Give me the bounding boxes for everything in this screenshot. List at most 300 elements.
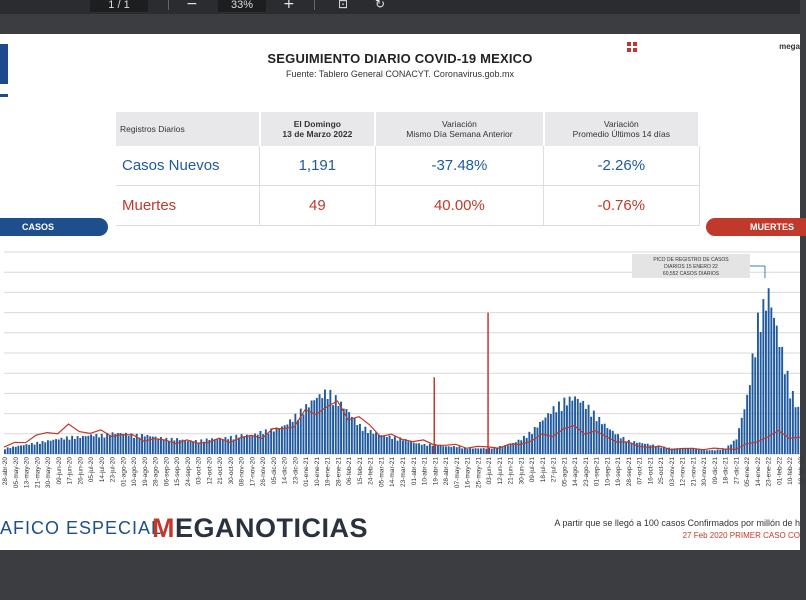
casos-bar: [273, 432, 275, 455]
casos-bar: [39, 444, 41, 454]
x-tick-label: 09-jun-20: [55, 457, 63, 485]
x-tick-label: 10-ene-21: [313, 457, 321, 487]
casos-bar: [733, 441, 735, 454]
casos-bar: [243, 436, 245, 454]
casos-bar: [66, 436, 68, 454]
casos-bar: [36, 442, 38, 454]
casos-bar: [130, 433, 132, 454]
casos-bar: [20, 446, 22, 455]
casos-bar: [467, 449, 469, 454]
x-tick-label: 19-sep-21: [615, 457, 623, 487]
casos-bar: [528, 432, 530, 454]
casos-bar: [701, 450, 703, 454]
x-tick-label: 01-sep-21: [593, 457, 601, 487]
casos-bar: [510, 445, 512, 455]
casos-bar: [26, 444, 28, 454]
casos-bar: [157, 438, 159, 454]
casos-bar: [703, 450, 705, 454]
x-tick-label: 15-feb-21: [357, 457, 364, 485]
casos-bar: [781, 347, 783, 454]
casos-bar: [709, 450, 711, 454]
x-tick-label: 05-jul-20: [88, 457, 96, 483]
casos-bar: [305, 404, 307, 454]
casos-bar: [391, 439, 393, 454]
casos-bar: [128, 436, 130, 454]
x-tick-label: 27-jul-21: [550, 457, 558, 483]
x-tick-label: 08-nov-20: [238, 457, 246, 487]
casos-bar: [15, 447, 17, 454]
casos-bar: [246, 435, 248, 454]
casos-bar: [593, 411, 595, 454]
casos-bar: [284, 425, 286, 454]
casos-bar: [410, 442, 412, 455]
casos-bar: [311, 401, 313, 455]
casos-bar: [754, 357, 756, 454]
x-tick-label: 19-abr-21: [432, 457, 440, 486]
casos-bar: [526, 438, 528, 454]
casos-bar: [378, 435, 380, 455]
casos-bar: [797, 407, 799, 454]
x-tick-label: 30-nov-21: [701, 457, 709, 487]
casos-bar: [440, 445, 442, 454]
casos-bar: [332, 405, 334, 454]
x-tick-label: 01-ago-20: [120, 457, 128, 487]
casos-bar: [596, 421, 598, 454]
casos-bar: [547, 413, 549, 454]
casos-bar: [418, 443, 420, 454]
casos-bar: [265, 429, 267, 454]
x-tick-label: 05-may-20: [12, 457, 20, 489]
x-tick-label: 19-ago-20: [141, 457, 149, 487]
casos-bar: [114, 434, 116, 454]
x-tick-label: 10-ago-20: [131, 457, 139, 487]
casos-bar: [303, 414, 305, 454]
casos-bar: [122, 434, 124, 454]
casos-bar: [523, 436, 525, 454]
casos-bar: [585, 409, 587, 454]
casos-bar: [413, 443, 415, 454]
casos-bar: [308, 407, 310, 454]
casos-bar: [779, 347, 781, 454]
casos-bar: [725, 449, 727, 454]
casos-bar: [268, 434, 270, 454]
casos-bar: [389, 436, 391, 454]
casos-bar: [4, 449, 6, 454]
page-subtitle: Fuente: Tablero General CONACYT. Coronavirus.gob.mx: [286, 69, 514, 79]
x-tick-label: 21-nov-21: [690, 457, 698, 487]
casos-bar: [216, 439, 218, 454]
x-tick-label: 25-oct-21: [658, 457, 666, 485]
grid-icon: [627, 42, 637, 52]
casos-bar: [717, 450, 719, 455]
casos-bar: [222, 439, 224, 454]
casos-bar: [485, 449, 487, 454]
pdf-toolbar: [0, 0, 800, 14]
casos-bar: [117, 433, 119, 454]
x-tick-label: 05-ago-21: [561, 457, 569, 487]
casos-bar: [542, 420, 544, 454]
casos-bar: [61, 438, 63, 454]
casos-bar: [17, 446, 19, 454]
casos-bar: [139, 438, 141, 455]
casos-bar: [47, 440, 49, 454]
x-tick-label: 26-jun-20: [77, 457, 85, 485]
x-tick-label: 05-mar-21: [378, 457, 386, 487]
casos-bar: [225, 437, 227, 454]
casos-bar: [571, 401, 573, 454]
casos-bar: [55, 439, 57, 454]
zoom-out-button[interactable]: −: [186, 0, 198, 12]
casos-bar: [329, 390, 331, 454]
fit-page-icon[interactable]: ⊡: [338, 0, 349, 11]
brand-top: mega: [779, 42, 800, 51]
casos-bar: [95, 434, 97, 454]
casos-bar: [168, 441, 170, 454]
casos-bar: [176, 438, 178, 454]
casos-bar: [52, 440, 54, 454]
casos-bar: [206, 439, 208, 455]
x-tick-label: 23-jul-20: [109, 457, 117, 483]
casos-bar: [679, 449, 681, 454]
casos-bar: [614, 434, 616, 454]
muertes-pill: MUERTES: [706, 218, 806, 236]
casos-bar: [472, 449, 474, 454]
footnote-first-case: 27 Feb 2020 PRIMER CASO CO: [682, 531, 800, 540]
casos-bar: [695, 449, 697, 454]
casos-bar: [276, 427, 278, 454]
casos-bar: [44, 442, 46, 454]
casos-bar: [609, 430, 611, 455]
casos-bar: [636, 443, 638, 454]
casos-bar: [690, 449, 692, 454]
casos-bar: [354, 418, 356, 454]
casos-bar: [144, 436, 146, 454]
casos-bar: [450, 447, 452, 454]
casos-bar: [407, 441, 409, 454]
casos-bar: [415, 443, 417, 454]
casos-bar: [338, 406, 340, 454]
casos-bar: [496, 448, 498, 454]
casos-bar: [768, 288, 770, 454]
casos-bar: [456, 447, 458, 454]
x-tick-label: 01-feb-22: [776, 457, 784, 485]
casos-bar: [469, 448, 471, 454]
casos-bar: [655, 447, 657, 454]
casos-bar: [776, 326, 778, 454]
x-tick-label: 18-dic-21: [722, 457, 730, 485]
x-tick-label: 24-sep-20: [184, 457, 192, 487]
casos-bar: [445, 446, 447, 454]
x-tick-label: 21-jun-21: [507, 457, 515, 485]
casos-bar: [421, 445, 423, 454]
x-tick-label: 03-jun-21: [486, 457, 494, 485]
casos-bar: [623, 437, 625, 454]
casos-bar: [171, 438, 173, 454]
casos-bar: [432, 446, 434, 454]
casos-bar: [741, 418, 743, 454]
casos-bar: [106, 433, 108, 454]
footnote-main: A partir que se llegó a 100 casos Confirmados por millón de h: [554, 518, 800, 528]
casos-value: 1,191: [260, 146, 376, 186]
casos-bar: [356, 425, 358, 454]
casos-bar: [577, 399, 579, 454]
muertes-var-14d: -0.76%: [544, 186, 699, 226]
x-tick-label: 15-sep-20: [174, 457, 182, 487]
x-tick-label: 24-feb-21: [367, 457, 375, 485]
x-tick-label: 06-sep-20: [163, 457, 171, 487]
x-tick-label: 19-feb-22: [798, 457, 805, 485]
casos-var-week: -37.48%: [375, 146, 543, 186]
x-tick-label: 14-mar-21: [389, 457, 397, 487]
casos-bar: [620, 438, 622, 454]
rotate-icon[interactable]: ↻: [375, 0, 386, 11]
casos-bar: [125, 433, 127, 454]
casos-bar: [7, 447, 9, 454]
casos-bar: [789, 398, 791, 454]
casos-bar: [762, 299, 764, 454]
casos-bar: [289, 419, 291, 454]
casos-bar: [480, 448, 482, 454]
x-tick-label: 09-dic-21: [711, 457, 719, 485]
casos-bar: [69, 440, 71, 454]
casos-bar: [321, 398, 323, 454]
casos-bar: [402, 440, 404, 454]
casos-bar: [647, 444, 649, 454]
zoom-in-button[interactable]: +: [283, 0, 295, 12]
casos-bar: [133, 438, 135, 454]
casos-bar: [461, 448, 463, 454]
left-logo-bar: [0, 94, 8, 97]
zoom-level-field[interactable]: 33%: [218, 0, 266, 12]
x-tick-label: 28-sep-21: [625, 457, 633, 487]
casos-bar: [93, 436, 95, 454]
casos-bar: [563, 398, 565, 454]
casos-bar: [141, 434, 143, 454]
muertes-label: Muertes: [116, 186, 260, 226]
casos-bar: [31, 443, 33, 454]
casos-bar: [120, 433, 122, 454]
casos-bar: [531, 434, 533, 454]
casos-bar: [260, 431, 262, 454]
casos-bar: [367, 433, 369, 454]
muertes-value: 49: [260, 186, 376, 226]
casos-bar: [190, 440, 192, 454]
casos-var-14d: -2.26%: [544, 146, 699, 186]
casos-bar: [429, 444, 431, 454]
casos-bar: [558, 402, 560, 455]
casos-bar: [324, 390, 326, 454]
casos-bar: [98, 437, 100, 454]
covid-chart: [0, 244, 805, 512]
casos-bar: [351, 417, 353, 454]
x-tick-label: 16-oct-21: [647, 457, 655, 485]
casos-bar: [394, 436, 396, 454]
x-tick-label: 10-feb-22: [787, 457, 795, 485]
casos-bar: [343, 409, 345, 454]
x-tick-label: 28-ago-20: [152, 457, 160, 487]
casos-bar: [590, 417, 592, 454]
casos-bar: [475, 448, 477, 454]
toolbar-divider: [168, 0, 169, 10]
x-tick-label: 23-ene-22: [765, 457, 773, 487]
casos-label: Casos Nuevos: [116, 146, 260, 186]
casos-bar: [362, 431, 364, 454]
table-row-casos: [116, 146, 699, 186]
casos-bar: [588, 405, 590, 454]
casos-bar: [184, 440, 186, 454]
casos-bar: [483, 448, 485, 454]
casos-bar: [230, 436, 232, 454]
casos-bar: [372, 434, 374, 454]
header-date: El Domingo 13 de Marzo 2022: [260, 112, 376, 146]
casos-bar: [625, 442, 627, 454]
casos-bar: [545, 418, 547, 455]
casos-bar: [198, 443, 200, 454]
casos-bar: [319, 394, 321, 454]
casos-bar: [426, 446, 428, 454]
casos-bar: [397, 441, 399, 454]
casos-bar: [566, 405, 568, 454]
casos-bar: [770, 308, 772, 455]
casos-bar: [598, 417, 600, 454]
casos-bar: [604, 424, 606, 454]
casos-bar: [12, 447, 14, 455]
x-tick-label: 28-abr-20: [2, 457, 9, 486]
casos-bar: [294, 414, 296, 454]
casos-bar: [746, 395, 748, 454]
casos-bar: [405, 439, 407, 454]
casos-bar: [644, 444, 646, 454]
casos-bar: [550, 414, 552, 454]
stats-header-row: [116, 112, 699, 146]
casos-bar: [163, 440, 165, 454]
casos-bar: [537, 428, 539, 455]
casos-bar: [580, 403, 582, 454]
casos-bar: [569, 397, 571, 454]
x-tick-label: 30-oct-20: [227, 457, 235, 485]
casos-bar: [752, 354, 754, 455]
casos-bar: [561, 411, 563, 454]
casos-bar: [316, 398, 318, 454]
casos-bar: [448, 446, 450, 454]
casos-bar: [601, 424, 603, 454]
casos-bar: [270, 428, 272, 454]
casos-bar: [286, 425, 288, 455]
casos-bar: [744, 409, 746, 454]
casos-bar: [50, 441, 52, 454]
casos-bar: [652, 445, 654, 455]
casos-bar: [507, 445, 509, 454]
casos-bar: [28, 445, 30, 454]
muertes-var-week: 40.00%: [375, 186, 543, 226]
x-tick-label: 21-may-20: [34, 457, 42, 489]
casos-bar: [82, 436, 84, 454]
x-tick-label: 12-nov-21: [679, 457, 687, 487]
peak-annotation-line: PICO DE REGISTRO DE CASOS: [653, 257, 729, 263]
casos-bar: [719, 450, 721, 454]
casos-bar: [214, 439, 216, 454]
x-tick-label: 19-ene-21: [324, 457, 332, 487]
casos-bar: [787, 371, 789, 454]
casos-bar: [706, 450, 708, 454]
casos-bar: [714, 451, 716, 455]
casos-bar: [313, 400, 315, 454]
casos-bar: [539, 422, 541, 454]
casos-bar: [459, 446, 461, 454]
peak-annotation-line: DIARIOS 15 ENERO 22: [664, 264, 718, 270]
x-tick-label: 12-jun-21: [496, 457, 504, 485]
x-tick-label: 03-oct-20: [195, 457, 203, 485]
x-tick-label: 10-abr-21: [421, 457, 429, 486]
x-tick-label: 12-oct-20: [206, 457, 214, 485]
page-number-field[interactable]: 1 / 1: [90, 0, 148, 12]
x-tick-label: 06-feb-21: [346, 457, 354, 485]
x-tick-label: 27-dic-21: [733, 457, 741, 485]
casos-bar: [192, 442, 194, 454]
table-row-muertes: [116, 186, 699, 226]
casos-bar: [9, 448, 11, 454]
x-tick-label: 07-oct-21: [636, 457, 644, 485]
x-tick-label: 10-sep-21: [604, 457, 612, 487]
casos-bar: [71, 436, 73, 454]
casos-bar: [235, 435, 237, 454]
casos-bar: [42, 441, 44, 454]
x-tick-label: 23-mar-21: [400, 457, 407, 487]
casos-bar: [534, 427, 536, 454]
casos-bar: [23, 445, 25, 454]
casos-bar: [453, 446, 455, 454]
casos-bar: [203, 442, 205, 454]
x-tick-label: 01-abr-21: [410, 457, 418, 486]
casos-bar: [437, 446, 439, 454]
casos-bar: [219, 439, 221, 454]
casos-bar: [386, 437, 388, 454]
casos-bar: [79, 438, 81, 454]
viewer-background: [0, 550, 800, 600]
meganoticias-logo: MEGANOTICIAS: [152, 513, 369, 543]
casos-bar: [553, 406, 555, 454]
x-tick-label: 14-ago-21: [572, 457, 580, 487]
casos-bar: [251, 436, 253, 455]
x-tick-label: 25-may-21: [475, 457, 483, 489]
peak-annotation-line: 60,552 CASOS DIARIOS: [662, 271, 720, 277]
casos-bar: [660, 448, 662, 455]
casos-bar: [383, 435, 385, 454]
casos-bar: [364, 427, 366, 454]
casos-bar: [85, 436, 87, 454]
casos-bar: [200, 439, 202, 454]
x-tick-label: 05-ene-22: [744, 457, 752, 487]
x-tick-label: 30-jun-21: [518, 457, 526, 485]
casos-bar: [502, 447, 504, 454]
casos-bar: [738, 428, 740, 454]
x-tick-label: 28-abr-21: [443, 457, 450, 486]
x-tick-label: 14-jul-20: [98, 457, 106, 483]
pdf-page: [0, 34, 805, 550]
casos-bar: [281, 426, 283, 454]
casos-bar: [297, 420, 299, 454]
x-tick-label: 17-jun-20: [66, 457, 74, 485]
casos-bar: [87, 436, 89, 454]
casos-bar: [784, 374, 786, 454]
casos-bar: [77, 436, 79, 454]
casos-bar: [617, 434, 619, 454]
casos-bar: [381, 435, 383, 454]
casos-bar: [711, 450, 713, 454]
casos-bar: [641, 443, 643, 454]
x-tick-label: 26-nov-20: [260, 457, 268, 487]
casos-bar: [34, 445, 36, 454]
